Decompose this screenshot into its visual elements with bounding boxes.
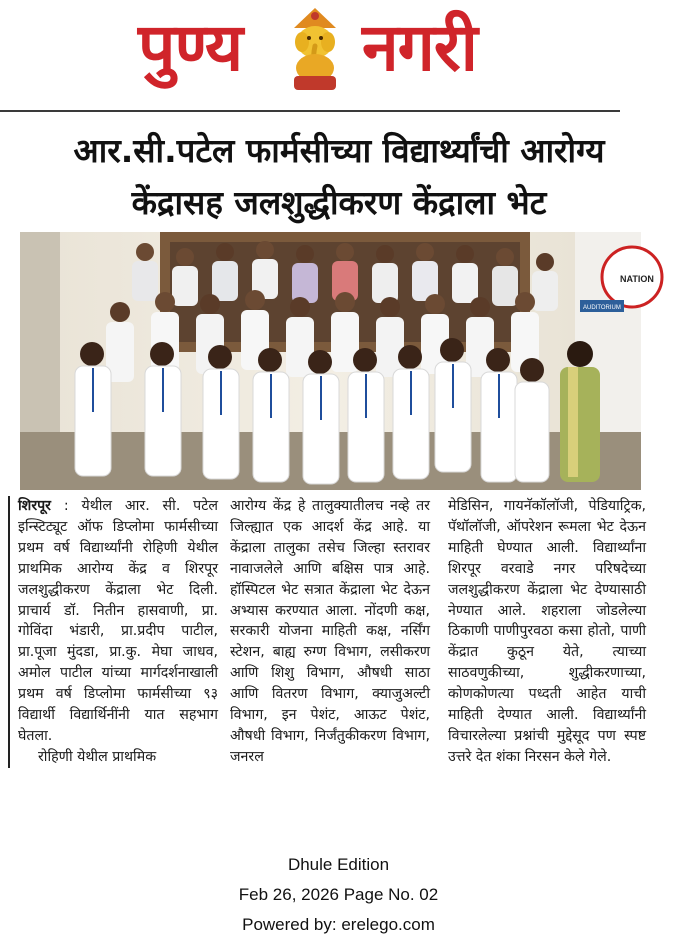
group-photo: [20, 232, 654, 490]
headline-line-1: आर.सी.पटेल फार्मसीच्या विद्यार्थ्यांची आरोग्य: [73, 131, 605, 170]
powered-by-label: Powered by: erelego.com: [242, 915, 435, 934]
date-page-label: Feb 26, 2026 Page No. 02: [238, 885, 439, 904]
edition-label: Dhule Edition: [287, 855, 390, 874]
masthead-divider: [0, 110, 620, 112]
article-column-2: [230, 496, 430, 768]
article-col3-text: मेडिसिन, गायनॅकॉलॉजी, पेडियाट्रिक, पॅथॉलॉजी, ऑपरेशन रूमला भेट देऊन माहिती घेण्यात आली. विद्यार्थ्यांना शिरपूर वरवाडे नगर परिषदेच्या जलशुद्धीकरण केंद्राला भेट देण्यासाठी नेण्यात आले. शहराला जोडलेल्या ठिकाणी पाणीपुरवठा कसा होतो, पाणी केंद्रात कुठून येते, त्याच्या साठवणुकीच्या, शुद्धीकरणाच्या, कोणकोणत्या पध्दती आहेत याची माहिती देण्यात आली. विद्यार्थ्यांनी विचारलेल्या प्रश्नांची मुद्देसूद पण स्पष्ट उत्तरे देत शंका निरसन केले गेले.: [448, 498, 646, 765]
article-paragraph-1: [18, 496, 218, 747]
photo-door-sign: AUDITORIUM: [583, 305, 621, 311]
article-dateline: शिरपूर: [18, 498, 51, 514]
ganesh-logo-icon: [284, 6, 346, 92]
masthead: [0, 0, 677, 110]
group-photo-illustration: [20, 232, 654, 490]
article-body: [8, 496, 648, 846]
article-col2-text: आरोग्य केंद्र हे तालुक्यातीलच नव्हे तर जिल्ह्यात एक आदर्श केंद्र आहे. या केंद्राला तालुका तसेच जिल्हा स्तरावर नावाजलेले आणि बक्षिस पात्र आहे. हॉस्पिटल भेट सत्रात केंद्राला भेट देऊन अभ्यास करण्यात आला. नोंदणी कक्ष, सरकारी योजना माहिती कक्ष, नर्सिंग स्टेशन, बाह्य रुग्ण विभाग, लसीकरण आणि शिशु विभाग, औषधी साठा आणि वितरण विभाग, क्याजुअल्टी विभाग, इन पेशंट, आऊट पेशंट, औषधी विभाग, निर्जंतुकीकरण विभाग, जनरल: [230, 498, 430, 765]
article-col1-paragraph-2: रोहिणी येथील प्राथमिक: [38, 748, 157, 765]
article-column-1: [8, 496, 218, 768]
article-col1-text: : येथील आर. सी. पटेल इन्स्टिट्यूट ऑफ डिप्लोमा फार्मसीच्या प्रथम वर्ष विद्यार्थ्यांनी रोहिणी येथील प्राथमिक आरोग्य केंद्र व शिरपूर जलशुद्धीकरण केंद्राला भेट दिली. प्राचार्य डॉ. नितीन हासवाणी, प्रा. गोविंदा भंडारी, प्रा.प्रदीप पाटील, प्रा.पूजा मुंदडा, प्रा.कु. मेघा जाधव, अमोल पाटील यांच्या मार्गदर्शनाखाली प्रथम वर्ष डिप्लोमा फार्मसीच्या ९३ विद्यार्थी विद्यार्थिनींनी यात सहभाग घेतला.: [18, 498, 218, 744]
masthead-title-right: नगरी: [362, 9, 477, 86]
masthead-title-left: पुण्य: [138, 9, 243, 86]
photo-banner-text: NATION: [620, 274, 654, 284]
headline-line-2: केंद्रासह जलशुद्धीकरण केंद्राला भेट: [131, 183, 547, 222]
article-column-3: [448, 496, 646, 768]
